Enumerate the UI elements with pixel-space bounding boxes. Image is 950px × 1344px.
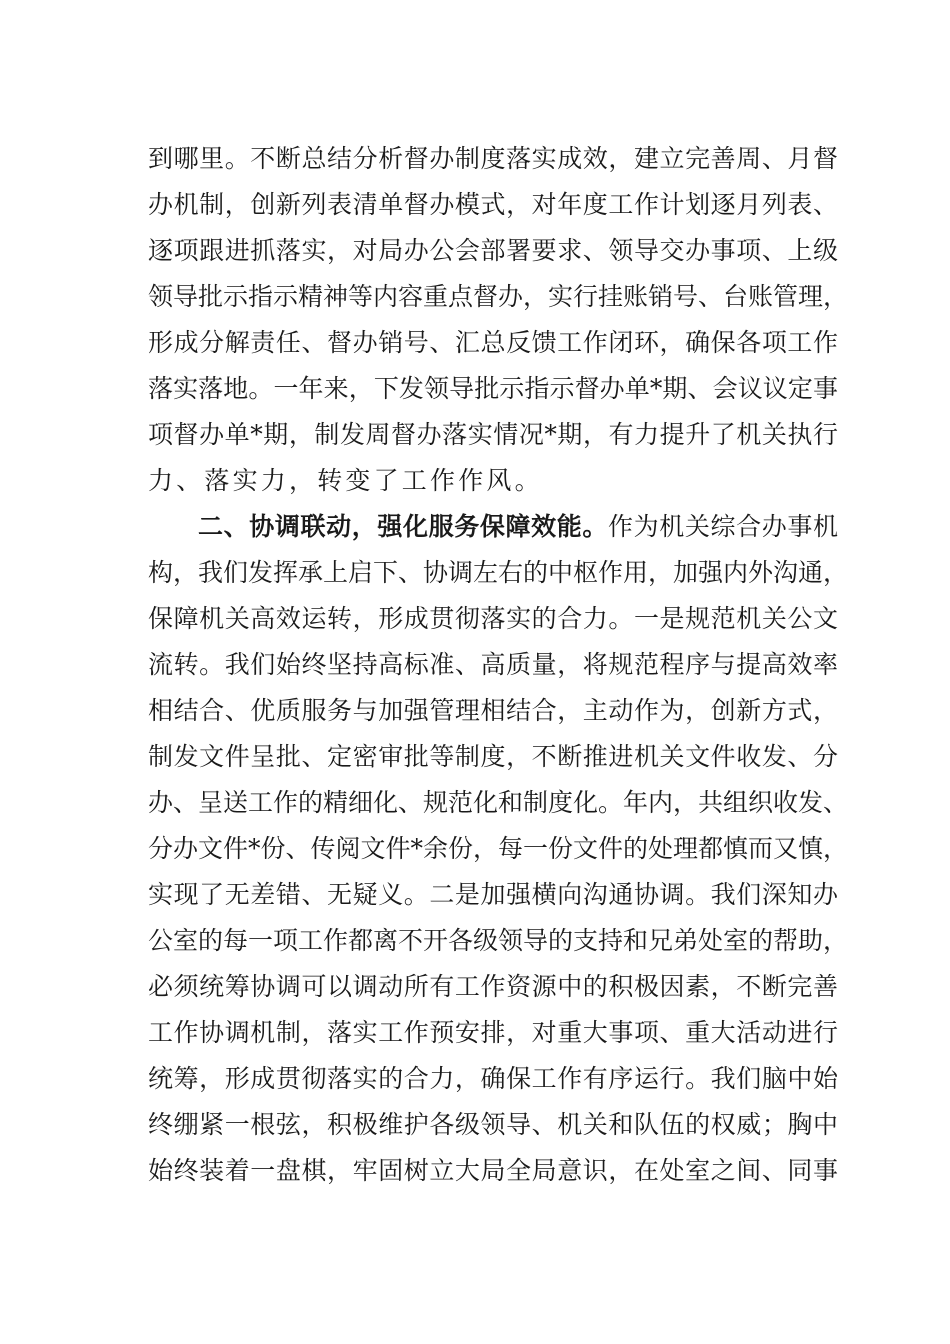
- paragraph-2-line: 终绷紧一根弦，积极维护各级领导、机关和队伍的权威；胸中: [148, 1110, 838, 1139]
- section-heading: 二、协调联动，强化服务保障效能。: [198, 512, 608, 541]
- paragraph-2-first-line: [198, 504, 838, 550]
- paragraph-2-line: 相结合、优质服务与加强管理相结合，主动作为，创新方式，: [148, 696, 838, 725]
- paragraph-1-line: 形成分解责任、督办销号、汇总反馈工作闭环，确保各项工作: [148, 328, 838, 357]
- paragraph-2-line: 分办文件*份、传阅文件*余份，每一份文件的处理都慎而又慎，: [148, 834, 849, 863]
- paragraph-1-line: 项督办单*期，制发周督办落实情况*期，有力提升了机关执行: [148, 420, 838, 449]
- paragraph-2-line: 构，我们发挥承上启下、协调左右的中枢作用，加强内外沟通，: [148, 558, 849, 587]
- paragraph-2-line: 实现了无差错、无疑义。二是加强横向沟通协调。我们深知办: [148, 880, 838, 909]
- paragraph-2-line: 始终装着一盘棋，牢固树立大局全局意识，在处室之间、同事: [148, 1156, 838, 1185]
- paragraph-1-line: 领导批示指示精神等内容重点督办，实行挂账销号、台账管理，: [148, 282, 849, 311]
- paragraph-1-line: 落实落地。一年来，下发领导批示指示督办单*期、会议议定事: [148, 374, 838, 403]
- paragraph-2-line: 办、呈送工作的精细化、规范化和制度化。年内，共组织收发、: [148, 788, 849, 817]
- paragraph-2-line: 必须统筹协调可以调动所有工作资源中的积极因素，不断完善: [148, 972, 838, 1001]
- paragraph-2-first-line-text: 作为机关综合办事机: [607, 512, 838, 541]
- paragraph-2-line: 公室的每一项工作都离不开各级领导的支持和兄弟处室的帮助，: [148, 926, 849, 955]
- paragraph-2-line: 工作协调机制，落实工作预安排，对重大事项、重大活动进行: [148, 1018, 838, 1047]
- paragraph-1-line: 力、落实力，转变了工作作风。: [148, 466, 543, 495]
- paragraph-2-line: 保障机关高效运转，形成贯彻落实的合力。一是规范机关公文: [148, 604, 838, 633]
- paragraph-1-line: 办机制，创新列表清单督办模式，对年度工作计划逐月列表、: [148, 190, 838, 219]
- paragraph-1-line: 逐项跟进抓落实，对局办公会部署要求、领导交办事项、上级: [148, 236, 838, 265]
- paragraph-1-line: 到哪里。不断总结分析督办制度落实成效，建立完善周、月督: [148, 144, 838, 173]
- paragraph-2-line: 流转。我们始终坚持高标准、高质量，将规范程序与提高效率: [148, 650, 838, 679]
- paragraph-2-line: 统筹，形成贯彻落实的合力，确保工作有序运行。我们脑中始: [148, 1064, 838, 1093]
- paragraph-2-line: 制发文件呈批、定密审批等制度，不断推进机关文件收发、分: [148, 742, 838, 771]
